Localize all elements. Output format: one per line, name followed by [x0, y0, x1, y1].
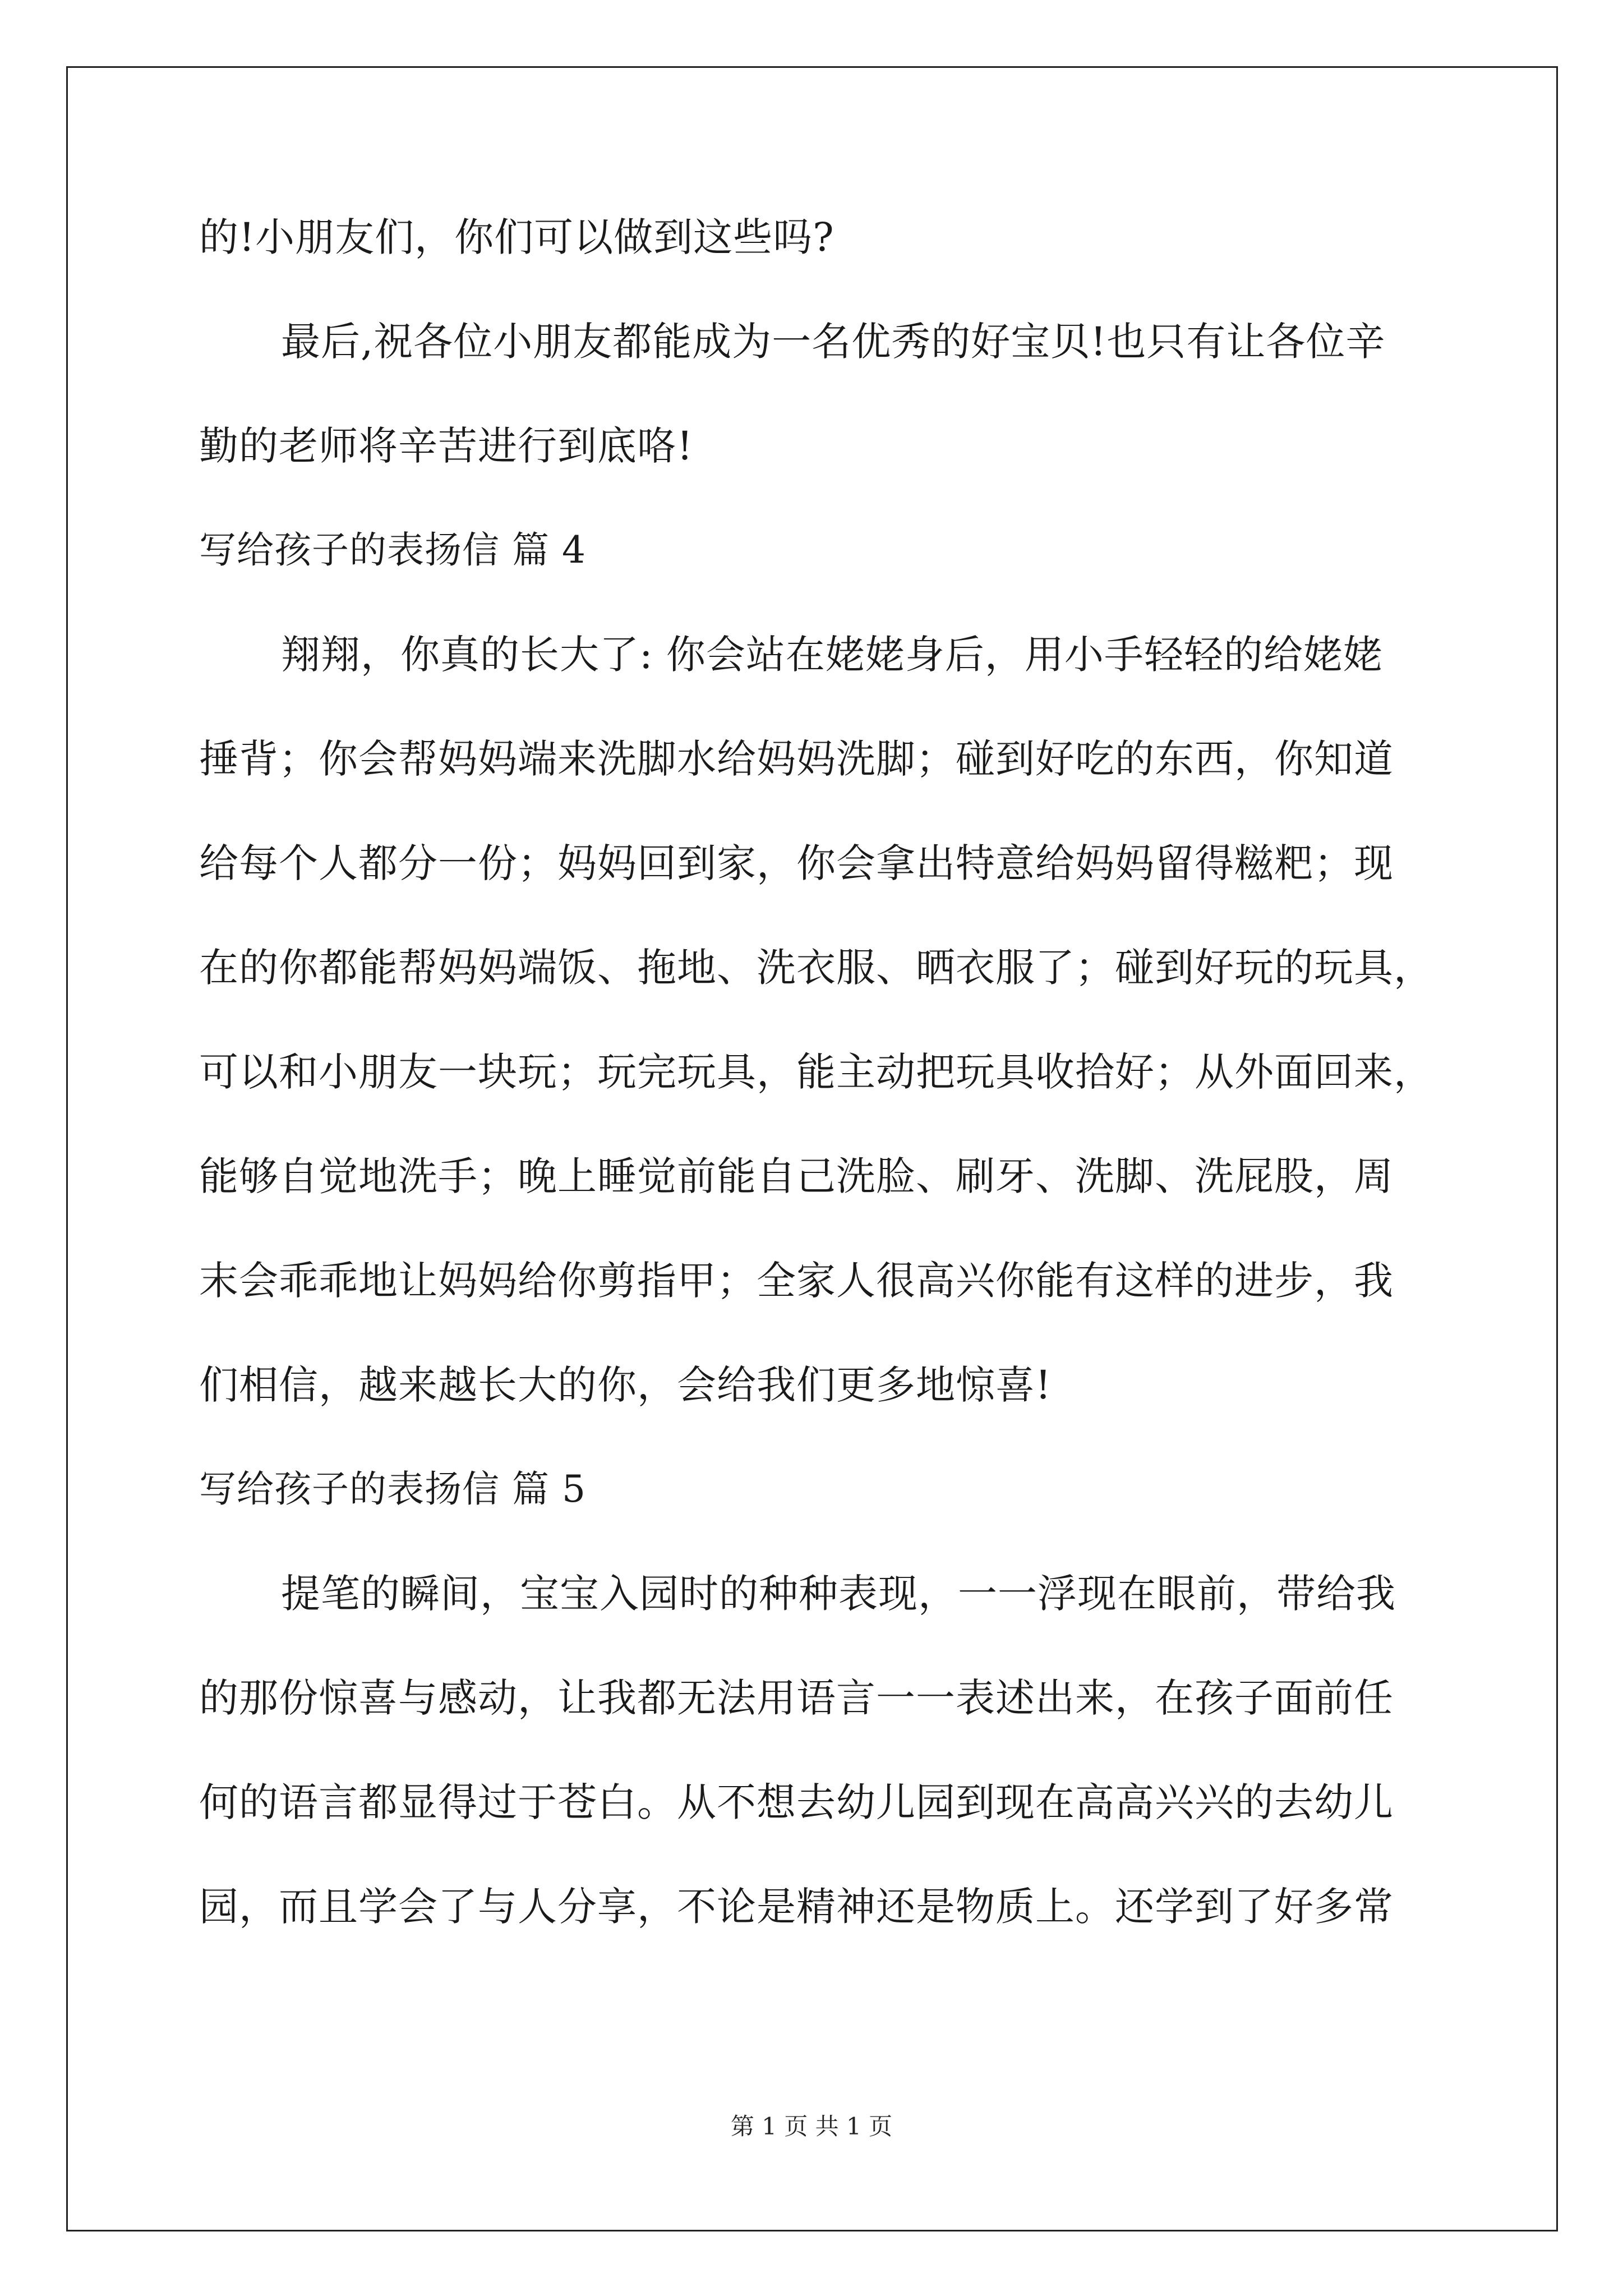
text-line-10: 能够自觉地洗手；晚上睡觉前能自己洗脸、刷牙、洗脚、洗屁股，周	[199, 1153, 1394, 1199]
text-line-1: 的!小朋友们，你们可以做到这些吗?	[199, 214, 834, 260]
text-line-6: 捶背；你会帮妈妈端来洗脚水给妈妈洗脚；碰到好吃的东西，你知道	[199, 736, 1394, 782]
text-line-11: 末会乖乖地让妈妈给你剪指甲；全家人很高兴你能有这样的进步，我	[199, 1258, 1394, 1304]
text-line-16: 何的语言都显得过于苍白。从不想去幼儿园到现在高高兴兴的去幼儿	[199, 1779, 1394, 1825]
section-heading-5: 写给孩子的表扬信 篇 5	[199, 1467, 586, 1511]
text-line-8: 在的你都能帮妈妈端饭、拖地、洗衣服、晒衣服了；碰到好玩的玩具，	[199, 945, 1433, 991]
text-line-2: 最后,祝各位小朋友都能成为一名优秀的好宝贝!也只有让各位辛	[281, 319, 1386, 365]
text-line-5: 翔翔，你真的长大了: 你会站在姥姥身后，用小手轻轻的给姥姥	[281, 632, 1383, 678]
text-line-9: 可以和小朋友一块玩；玩完玩具，能主动把玩具收拾好；从外面回来，	[199, 1049, 1433, 1095]
document-body	[199, 214, 1438, 1991]
page-footer: 第 1 页 共 1 页	[730, 2113, 893, 2140]
section-heading-4: 写给孩子的表扬信 篇 4	[199, 528, 586, 572]
text-line-15: 的那份惊喜与感动，让我都无法用语言一一表述出来，在孩子面前任	[199, 1675, 1394, 1721]
text-line-14: 提笔的瞬间，宝宝入园时的种种表现，一一浮现在眼前，带给我	[281, 1571, 1396, 1617]
text-line-3: 勤的老师将辛苦进行到底咯!	[199, 423, 694, 469]
text-line-7: 给每个人都分一份；妈妈回到家，你会拿出特意给妈妈留得糍粑；现	[199, 840, 1394, 886]
text-line-17: 园，而且学会了与人分享，不论是精神还是物质上。还学到了好多常	[199, 1884, 1394, 1930]
text-line-12: 们相信，越来越长大的你，会给我们更多地惊喜!	[199, 1362, 1052, 1408]
